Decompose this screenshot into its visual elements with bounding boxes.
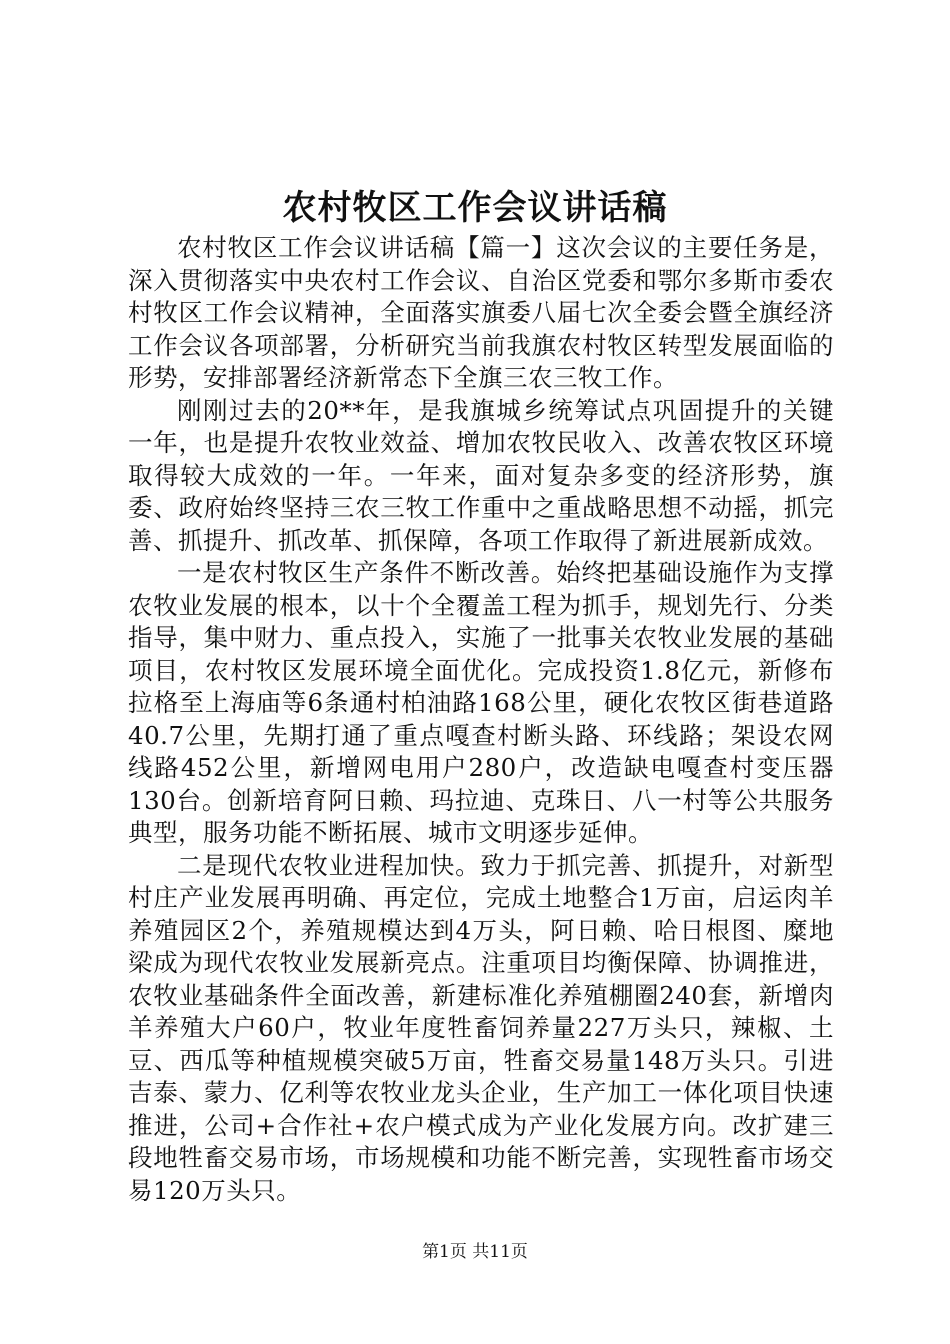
document-title: 农村牧区工作会议讲话稿 bbox=[282, 188, 668, 228]
page-footer: 第1页 共11页 bbox=[422, 1242, 528, 1262]
paragraph-review: 刚刚过去的20**年，是我旗城乡统筹试点巩固提升的关键一年，也是提升农牧业效益、增加农牧民收入、改善农牧区环境取得较大成效的一年。一年来，面对复杂多变的经济形势，旗委、政府始终坚持三农三牧工作重中之重战略思想不动摇，抓完善、抓提升、抓改革、抓保障，各项工作取得了新进展新成效。 bbox=[128, 395, 834, 555]
document-body bbox=[128, 232, 834, 1207]
paragraph-point-one: 一是农村牧区生产条件不断改善。始终把基础设施作为支撑农牧业发展的根本，以十个全覆盖工程为抓手，规划先行、分类指导，集中财力、重点投入，实施了一批事关农牧业发展的基础项目，农村牧区发展环境全面优化。完成投资1.8亿元，新修布拉格至上海庙等6条通村柏油路168公里，硬化农牧区街巷道路40.7公里，先期打通了重点嘎查村断头路、环线路；架设农网线路452公里，新增网电用户280户，改造缺电嘎查村变压器130台。创新培育阿日赖、玛拉迪、克珠日、八一村等公共服务典型，服务功能不断拓展、城市文明逐步延伸。 bbox=[128, 558, 834, 847]
paragraph-intro: 农村牧区工作会议讲话稿【篇一】这次会议的主要任务是，深入贯彻落实中央农村工作会议、自治区党委和鄂尔多斯市委农村牧区工作会议精神，全面落实旗委八届七次全委会暨全旗经济工作会议各项部署，分析研究当前我旗农村牧区转型发展面临的形势，安排部署经济新常态下全旗三农三牧工作。 bbox=[128, 233, 834, 392]
paragraph-point-two: 二是现代农牧业进程加快。致力于抓完善、抓提升，对新型村庄产业发展再明确、再定位，完成土地整合1万亩，启运肉羊养殖园区2个，养殖规模达到4万头，阿日赖、哈日根图、糜地梁成为现代农牧业发展新亮点。注重项目均衡保障、协调推进，农牧业基础条件全面改善，新建标准化养殖棚圈240套，新增肉羊养殖大户60户，牧业年度牲畜饲养量227万头只，辣椒、土豆、西瓜等种植规模突破5万亩，牲畜交易量148万头只。引进吉泰、蒙力、亿利等农牧业龙头企业，生产加工一体化项目快速推进，公司+合作社+农户模式成为产业化发展方向。改扩建三段地牲畜交易市场，市场规模和功能不断完善，实现牲畜市场交易120万头只。 bbox=[128, 850, 834, 1205]
